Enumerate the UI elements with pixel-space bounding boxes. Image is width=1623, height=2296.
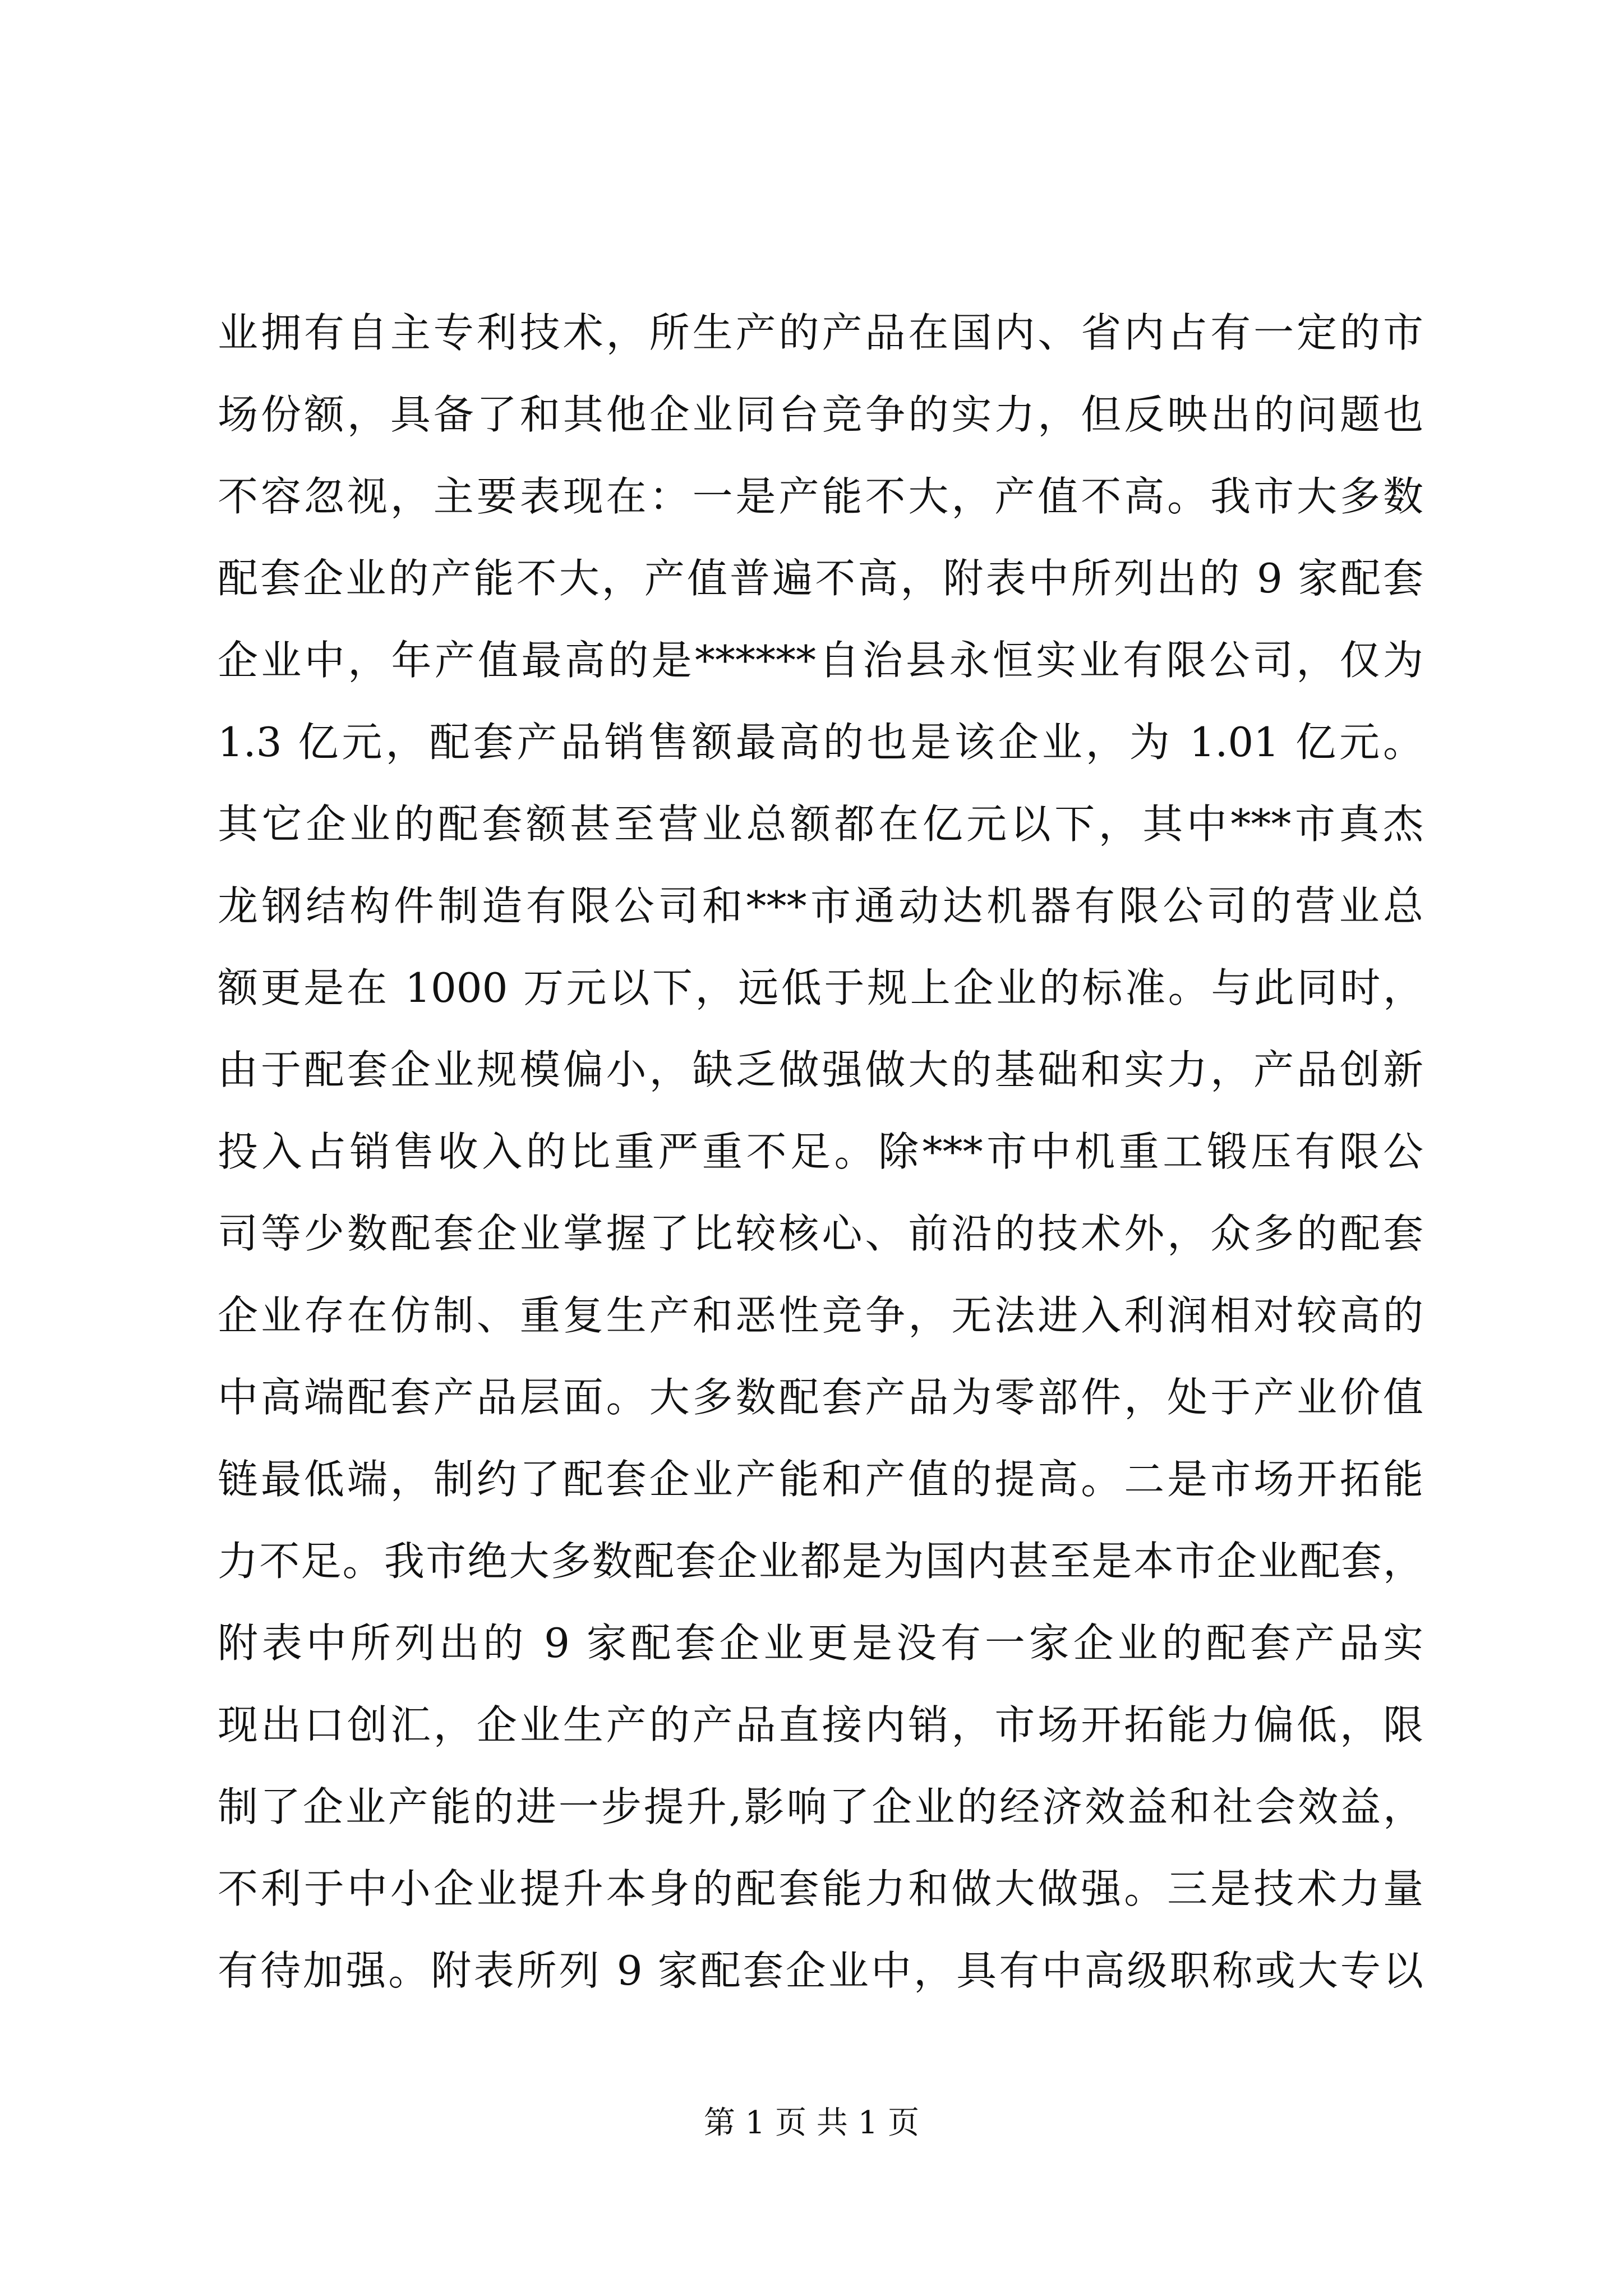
text-line: 其它企业的配套额甚至营业总额都在亿元以下，其中***市真杰 xyxy=(218,800,1423,848)
text-line: 附表中所列出的 9 家配套企业更是没有一家企业的配套产品实 xyxy=(218,1619,1423,1667)
text-line: 业拥有自主专利技术，所生产的产品在国内、省内占有一定的市 xyxy=(218,309,1423,356)
text-line: 配套企业的产能不大，产值普遍不高，附表中所列出的 9 家配套 xyxy=(218,555,1423,602)
text-line: 额更是在 1000 万元以下，远低于规上企业的标准。与此同时， xyxy=(218,964,1423,1011)
text-line: 1.3 亿元，配套产品销售额最高的也是该企业，为 1.01 亿元。 xyxy=(218,719,1423,766)
text-line: 有待加强。附表所列 9 家配套企业中，具有中高级职称或大专以 xyxy=(218,1947,1423,1994)
page-footer xyxy=(0,2101,1623,2146)
text-line: 司等少数配套企业掌握了比较核心、前沿的技术外，众多的配套 xyxy=(218,1210,1423,1257)
text-line: 企业中，年产值最高的是******自治县永恒实业有限公司，仅为 xyxy=(218,637,1423,684)
text-line: 投入占销售收入的比重严重不足。除***市中机重工锻压有限公 xyxy=(218,1128,1423,1175)
text-line: 企业存在仿制、重复生产和恶性竞争，无法进入利润相对较高的 xyxy=(218,1292,1423,1339)
text-line: 力不足。我市绝大多数配套企业都是为国内甚至是本市企业配套， xyxy=(218,1538,1423,1585)
text-line: 中高端配套产品层面。大多数配套产品为零部件，处于产业价值 xyxy=(218,1374,1423,1421)
body-paragraph xyxy=(218,292,1423,2012)
text-line: 不容忽视，主要表现在：一是产能不大，产值不高。我市大多数 xyxy=(218,473,1423,520)
text-line: 制了企业产能的进一步提升,影响了企业的经济效益和社会效益， xyxy=(218,1783,1423,1830)
text-line: 不利于中小企业提升本身的配套能力和做大做强。三是技术力量 xyxy=(218,1865,1423,1912)
text-line: 由于配套企业规模偏小，缺乏做强做大的基础和实力，产品创新 xyxy=(218,1046,1423,1093)
text-line: 现出口创汇，企业生产的产品直接内销，市场开拓能力偏低，限 xyxy=(218,1701,1423,1749)
text-line: 龙钢结构件制造有限公司和***市通动达机器有限公司的营业总 xyxy=(218,882,1423,930)
text-line: 场份额，具备了和其他企业同台竞争的实力，但反映出的问题也 xyxy=(218,391,1423,438)
text-line: 链最低端，制约了配套企业产能和产值的提高。二是市场开拓能 xyxy=(218,1456,1423,1503)
page-number-label: 第 1 页 共 1 页 xyxy=(703,2105,920,2141)
